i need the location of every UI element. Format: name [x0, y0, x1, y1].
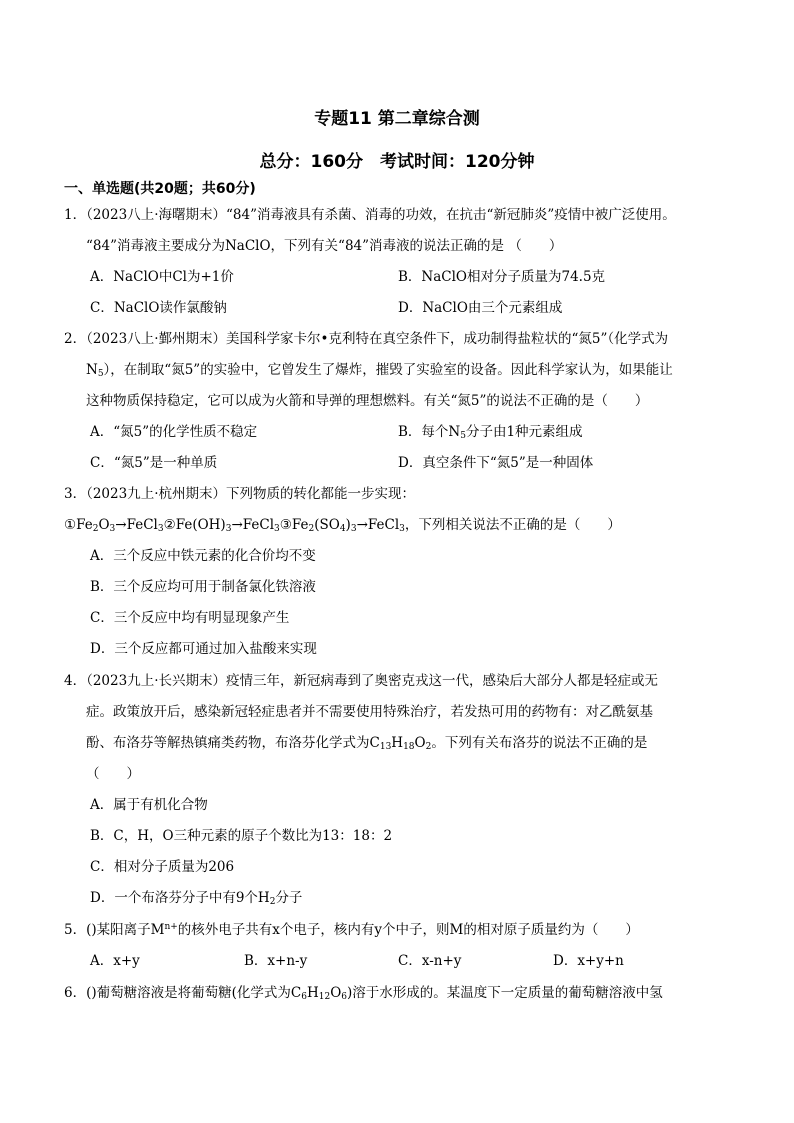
- question-3-line-2: $①Fe_2O_3\to FeCl_3②Fe(OH)_3\to FeCl_3③Fe_2(SO_4)_3\to FeCl_3$，下列相关说法不正确的是（ ）: [64, 517, 621, 534]
- section-heading: 一、单选题(共20题；共60分): [64, 181, 256, 197]
- n5-formula: $N_5$: [86, 362, 104, 379]
- question-4-option-d: D．一个布洛芬分子中有9个$H_2$分子: [90, 890, 303, 907]
- question-5-option-a: A．x+y: [90, 953, 140, 969]
- question-6-line-1: 6．()葡萄糖溶液是将葡萄糖(化学式为$C_6H_{12}O_6$)溶于水形成的。某温度下一定质量的葡萄糖溶液中氢: [64, 985, 663, 1002]
- question-1-option-d: D．NaClO由三个元素组成: [398, 300, 563, 316]
- question-4-option-b: B．C，H，O三种元素的原子个数比为13：18：2: [90, 828, 393, 844]
- question-1-line-1: 1．（2023八上·海曙期末）“84”消毒液具有杀菌、消毒的功效，在抗击“新冠肺炎”疫情中被广泛使用。: [64, 207, 676, 223]
- question-2-line-3: 这种物质保持稳定，它可以成为火箭和导弹的理想燃料。有关“氮5”的说法不正确的是（ ）: [86, 393, 649, 409]
- question-3-option-c: C．三个反应中均有明显现象产生: [90, 610, 290, 626]
- question-2-option-d: D．真空条件下“氮5”是一种固体: [398, 455, 594, 471]
- question-1-option-c: C．NaClO读作氯酸钠: [90, 300, 227, 316]
- ibuprofen-formula: $C_{13}H_{18}O_2$: [369, 735, 432, 752]
- question-5-option-d: D．x+y+n: [553, 953, 624, 969]
- question-2-option-c: C．“氮5”是一种单质: [90, 455, 218, 471]
- question-1-option-b: B．NaClO相对分子质量为74.5克: [398, 269, 606, 285]
- exam-info: 总分：160分 考试时间：120分钟: [259, 152, 535, 172]
- question-3-line-1: 3．（2023九上·杭州期末）下列物质的转化都能一步实现：: [64, 486, 415, 502]
- question-5-line-1: 5．()某阳离子$M^{n+}$的核外电子共有x个电子，核内有y个中子，则M的相对原子质量约为（ ）: [64, 922, 639, 938]
- page-title: 专题11 第二章综合测: [314, 109, 480, 129]
- question-3-option-b: B．三个反应均可用于制备氯化铁溶液: [90, 579, 316, 595]
- glucose-formula: $C_6H_{12}O_6$: [290, 985, 348, 1002]
- question-1-line-2: “84”消毒液主要成分为NaClO，下列有关“84”消毒液的说法正确的是 （ ）: [86, 238, 563, 254]
- question-3-option-a: A．三个反应中铁元素的化合价均不变: [90, 548, 316, 564]
- question-4-option-a: A．属于有机化合物: [90, 797, 208, 813]
- question-4-line-3: 酚、布洛芬等解热镇痛类药物，布洛芬化学式为$C_{13}H_{18}O_2$。下列有关布洛芬的说法不正确的是: [86, 735, 648, 752]
- reaction-list: $①Fe_2O_3\to FeCl_3②Fe(OH)_3\to FeCl_3③Fe_2(SO_4)_3\to FeCl_3$: [64, 517, 405, 534]
- question-4-line-4: （ ）: [86, 766, 140, 782]
- question-5-option-c: C．x-n+y: [398, 953, 462, 969]
- question-1-option-a: A．NaClO中Cl为+1价: [90, 269, 234, 285]
- question-4-option-c: C．相对分子质量为206: [90, 859, 235, 875]
- question-2-option-a: A．“氮5”的化学性质不稳定: [90, 424, 258, 440]
- question-3-option-d: D．三个反应都可通过加入盐酸来实现: [90, 641, 317, 657]
- question-4-line-1: 4．（2023九上·长兴期末）疫情三年，新冠病毒到了奥密克戎这一代，感染后大部分人都是轻症或无: [64, 673, 658, 689]
- question-2-line-2: $N_5$），在制取“氮5”的实验中，它曾发生了爆炸，摧毁了实验室的设备。因此科学家认为，如果能让: [86, 362, 673, 379]
- question-5-option-b: B．x+n-y: [244, 953, 308, 969]
- question-2-option-b: B．每个$N_5$分子由1种元素组成: [398, 424, 583, 441]
- question-2-line-1: 2．（2023八上·鄞州期末）美国科学家卡尔•克利特在真空条件下，成功制得盐粒状的“氮5”（化学式为: [64, 331, 669, 347]
- question-4-line-2: 症。政策放开后，感染新冠轻症患者并不需要使用特殊治疗，若发热可用的药物有：对乙酰氨基: [86, 704, 653, 720]
